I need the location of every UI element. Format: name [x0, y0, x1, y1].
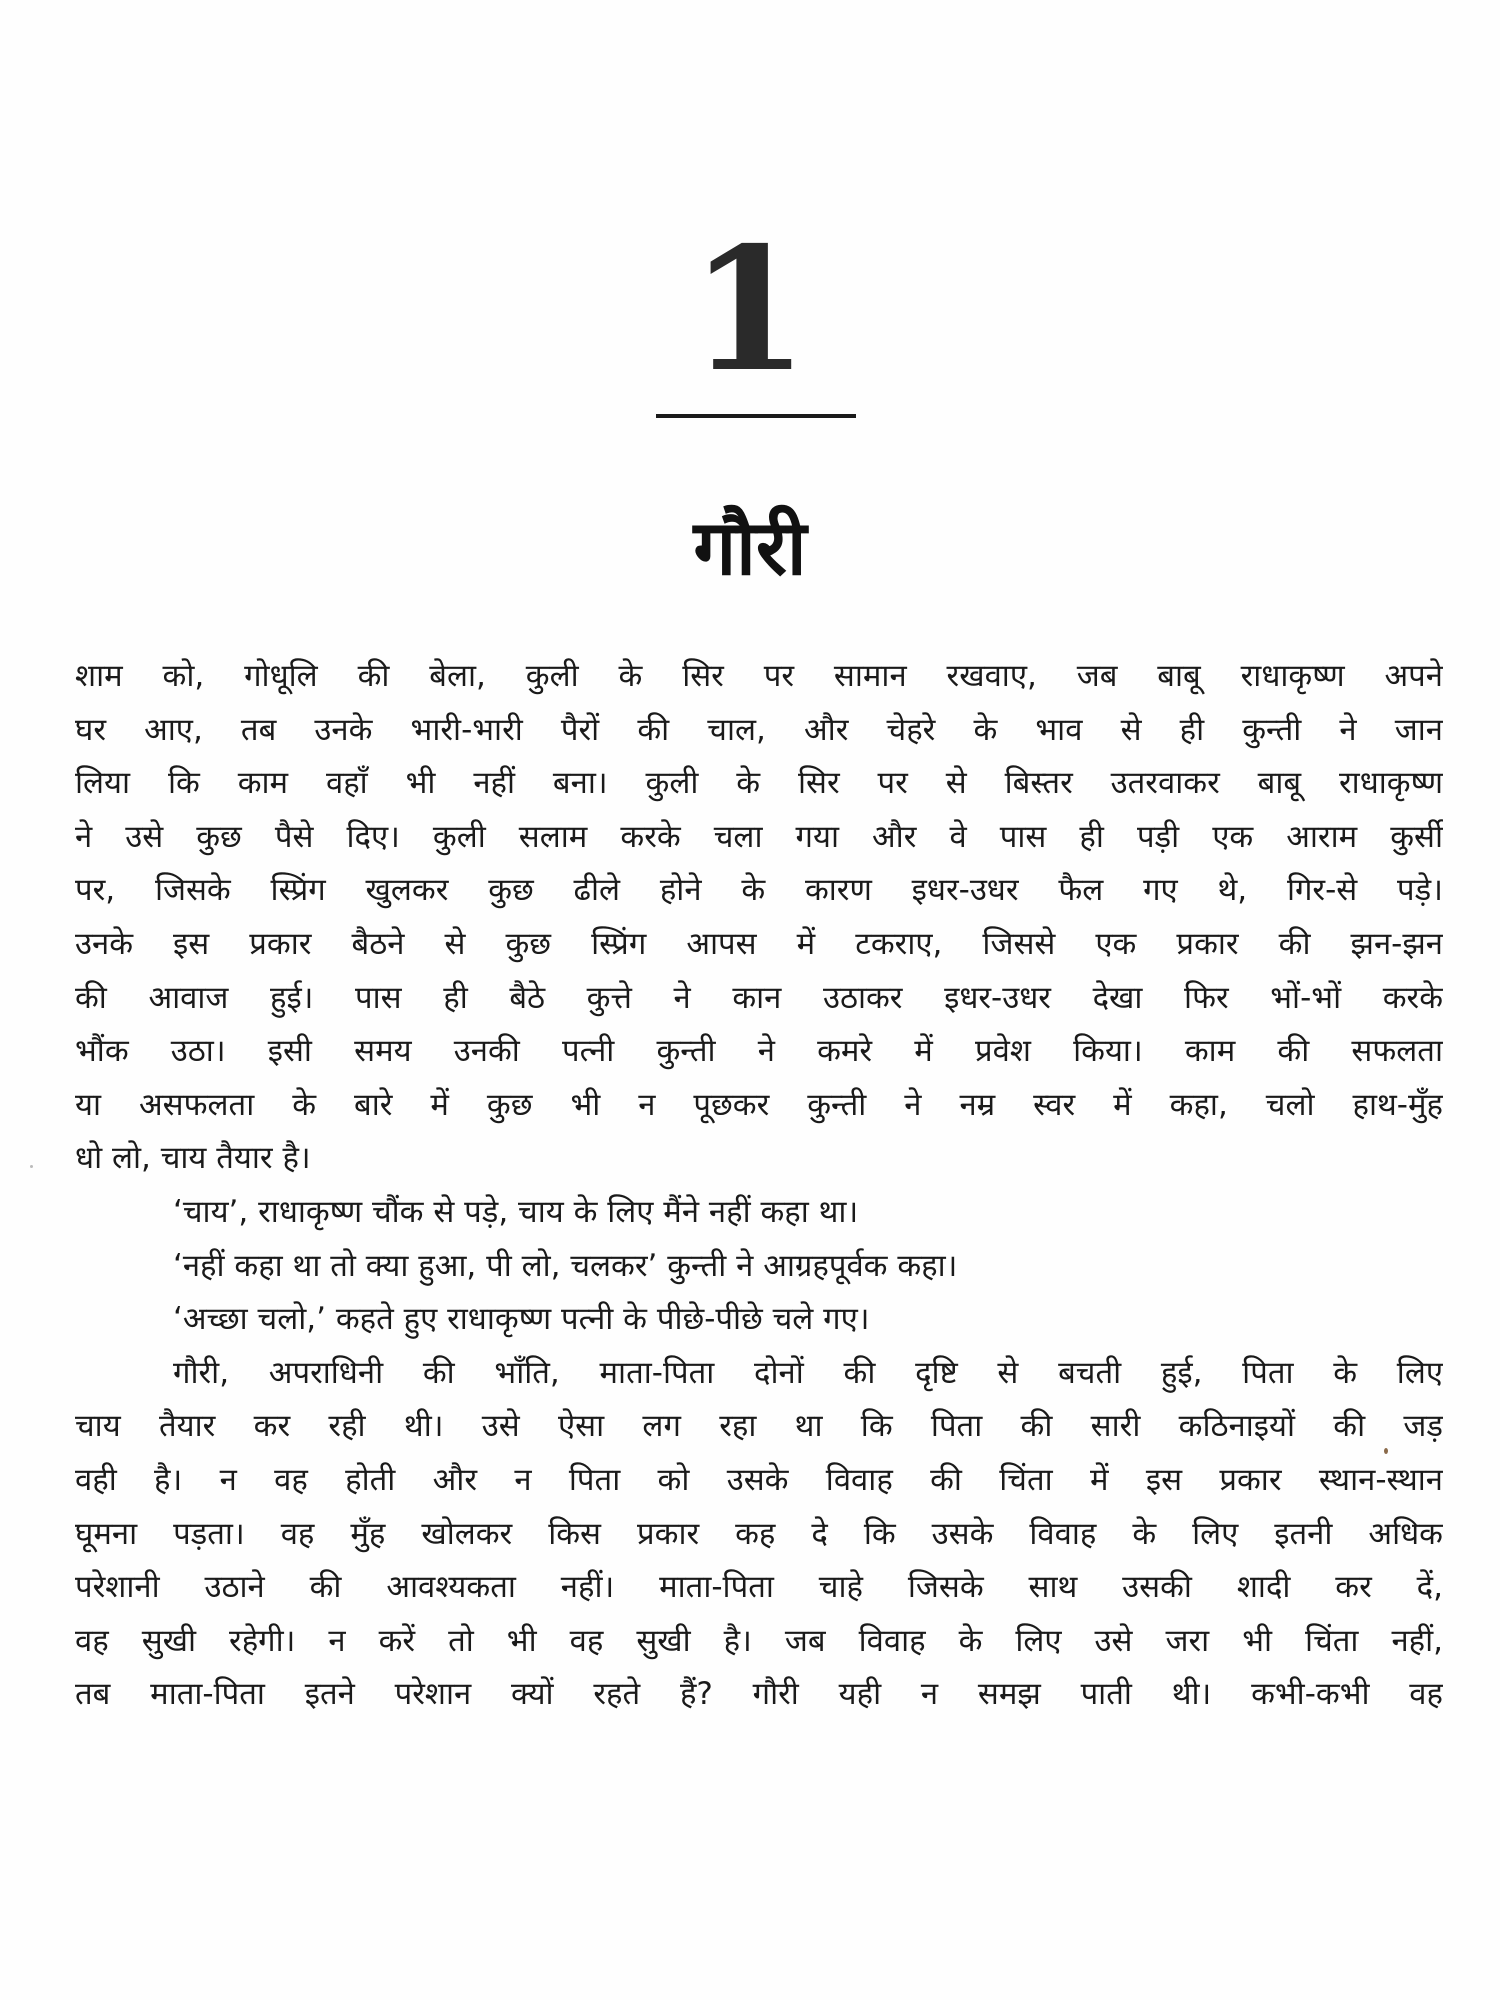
- dialogue-line: ‘नहीं कहा था तो क्या हुआ, पी लो, चलकर’ कुन्ती ने आग्रहपूर्वक कहा।: [173, 1247, 958, 1284]
- paragraph-line: वह सुखी रहेगी। न करें तो भी वह सुखी है। जब विवाह के लिए उसे जरा भी चिंता नहीं,: [75, 1622, 1443, 1659]
- paragraph-line: घर आए, तब उनके भारी-भारी पैरों की चाल, और चेहरे के भाव से ही कुन्ती ने जान: [75, 711, 1443, 748]
- chapter-divider: [656, 414, 856, 418]
- paper-speck: [30, 1165, 33, 1168]
- dialogue-line: ‘अच्छा चलो,’ कहते हुए राधाकृष्ण पत्नी के पीछे-पीछे चले गए।: [173, 1301, 870, 1338]
- chapter-body: [75, 650, 1443, 1722]
- paragraph-line: गौरी, अपराधिनी की भाँति, माता-पिता दोनों की दृष्टि से बचती हुई, पिता के लिए: [173, 1354, 1443, 1391]
- dialogue-line: ‘चाय’, राधाकृष्ण चौंक से पड़े, चाय के लिए मैंने नहीं कहा था।: [173, 1193, 859, 1230]
- chapter-title: गौरी: [693, 503, 807, 592]
- paragraph-line: भौंक उठा। इसी समय उनकी पत्नी कुन्ती ने कमरे में प्रवेश किया। काम की सफलता: [75, 1033, 1443, 1070]
- paragraph-line: तब माता-पिता इतने परेशान क्यों रहते हैं? गौरी यही न समझ पाती थी। कभी-कभी वह: [75, 1676, 1443, 1713]
- paragraph-line: घूमना पड़ता। वह मुँह खोलकर किस प्रकार कह दे कि उसके विवाह के लिए इतनी अधिक: [75, 1515, 1443, 1552]
- paragraph-line: उनके इस प्रकार बैठने से कुछ स्प्रिंग आपस में टकराए, जिससे एक प्रकार की झन-झन: [75, 925, 1443, 962]
- paragraph-line: शाम को, गोधूलि की बेला, कुली के सिर पर सामान रखवाए, जब बाबू राधाकृष्ण अपने: [75, 658, 1443, 694]
- paragraph-line: लिया कि काम वहाँ भी नहीं बना। कुली के सिर पर से बिस्तर उतरवाकर बाबू राधाकृष्ण: [75, 765, 1443, 802]
- paragraph-line: या असफलता के बारे में कुछ भी न पूछकर कुन्ती ने नम्र स्वर में कहा, चलो हाथ-मुँह: [75, 1086, 1443, 1123]
- paragraph-line: धो लो, चाय तैयार है।: [75, 1140, 311, 1177]
- chapter-number: 1: [689, 210, 811, 410]
- paragraph-line: वही है। न वह होती और न पिता को उसके विवाह की चिंता में इस प्रकार स्थान-स्थान: [75, 1461, 1443, 1498]
- paragraph-line: परेशानी उठाने की आवश्यकता नहीं। माता-पिता चाहे जिसके साथ उसकी शादी कर दें,: [75, 1569, 1443, 1606]
- paragraph-line: की आवाज हुई। पास ही बैठे कुत्ते ने कान उठाकर इधर-उधर देखा फिर भों-भों करके: [75, 979, 1443, 1016]
- paragraph-line: चाय तैयार कर रही थी। उसे ऐसा लग रहा था कि पिता की सारी कठिनाइयों की जड़: [75, 1408, 1443, 1445]
- paragraph-line: पर, जिसके स्प्रिंग खुलकर कुछ ढीले होने के कारण इधर-उधर फैल गए थे, गिर-से पड़े।: [75, 872, 1443, 909]
- paper-speck: [1384, 1448, 1388, 1454]
- paragraph-line: ने उसे कुछ पैसे दिए। कुली सलाम करके चला गया और वे पास ही पड़ी एक आराम कुर्सी: [75, 818, 1443, 855]
